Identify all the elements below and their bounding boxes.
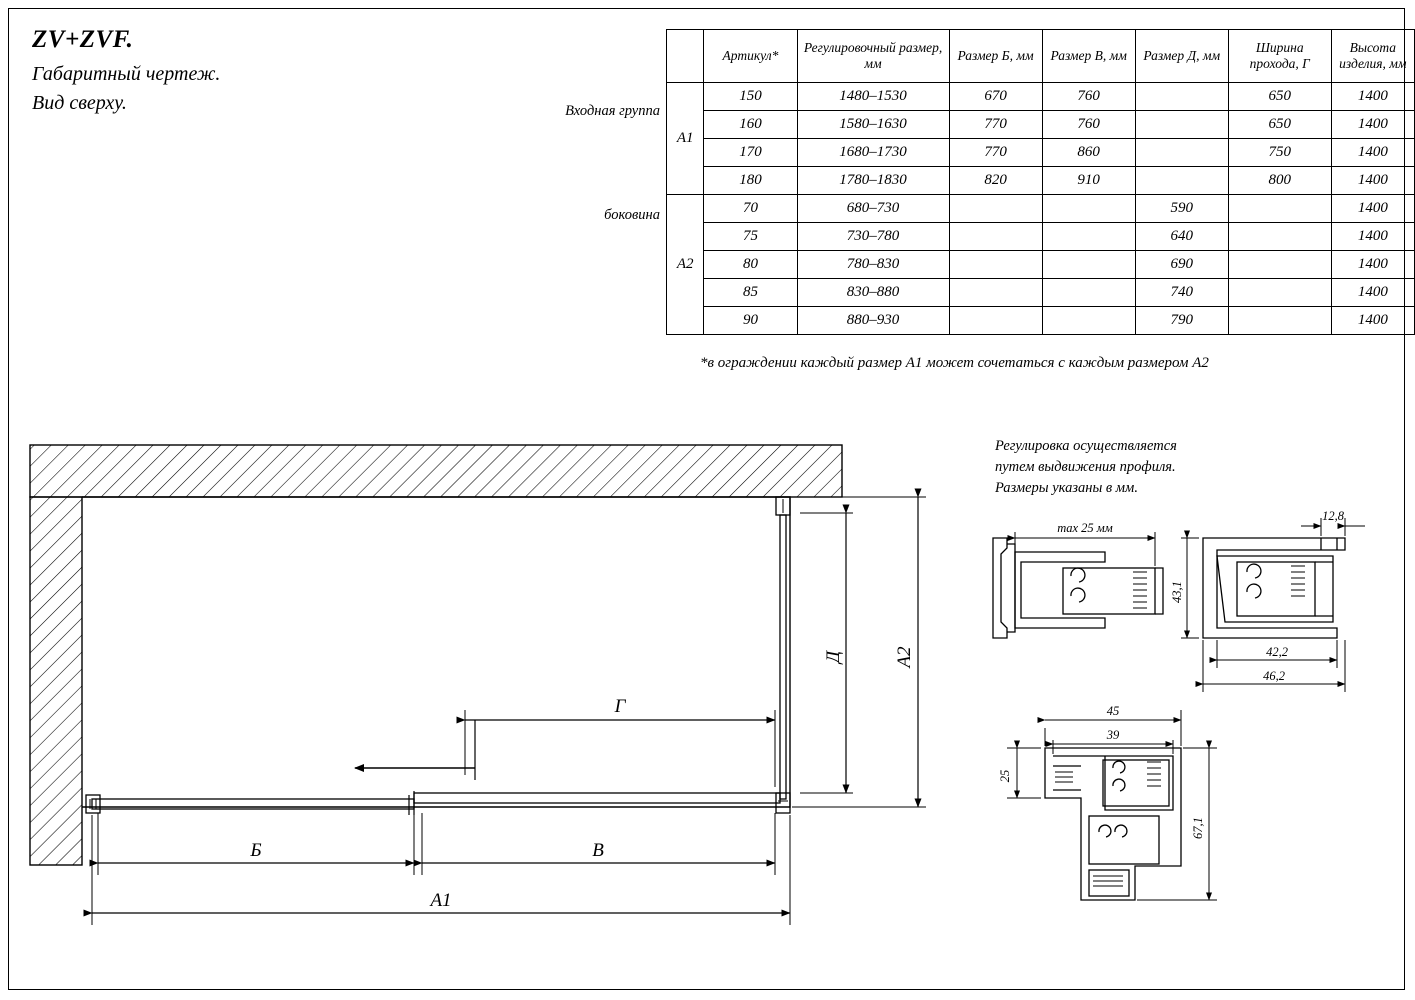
table-footnote: *в ограждении каждый размер А1 может сочетаться с каждым размером А2 — [700, 355, 1209, 371]
header-reg-size: Регулировочный размер, мм — [797, 30, 949, 83]
wall-hatching — [30, 445, 842, 865]
cell-reg: 830–880 — [797, 279, 949, 307]
cell-b: 820 — [949, 167, 1042, 195]
dimension-a2-label: А2 — [894, 646, 915, 668]
cell-d — [1135, 83, 1228, 111]
cell-article: 90 — [704, 307, 797, 335]
cell-reg: 880–930 — [797, 307, 949, 335]
cell-b: 670 — [949, 83, 1042, 111]
table-row — [667, 223, 1415, 251]
cell-reg: 780–830 — [797, 251, 949, 279]
group-code-a1: А1 — [667, 83, 704, 195]
cell-b — [949, 195, 1042, 223]
table-row — [667, 167, 1415, 195]
cell-b — [949, 251, 1042, 279]
dimension-v-label: В — [592, 840, 604, 861]
cell-g — [1228, 195, 1331, 223]
cell-d — [1135, 139, 1228, 167]
corner-outer-label: 45 — [1106, 704, 1120, 718]
page-subtitle-2: Вид сверху. — [32, 91, 127, 114]
cell-h: 1400 — [1331, 139, 1414, 167]
glass-profile-section — [1203, 538, 1345, 638]
cell-b: 770 — [949, 111, 1042, 139]
cell-v: 910 — [1042, 167, 1135, 195]
table-row — [667, 195, 1415, 223]
cell-h: 1400 — [1331, 307, 1414, 335]
cell-d: 690 — [1135, 251, 1228, 279]
front-glass-assembly — [86, 791, 780, 815]
cell-g: 750 — [1228, 139, 1331, 167]
cell-d: 640 — [1135, 223, 1228, 251]
cell-d: 740 — [1135, 279, 1228, 307]
cell-v: 860 — [1042, 139, 1135, 167]
cell-h: 1400 — [1331, 167, 1414, 195]
corner-inner-label: 39 — [1106, 728, 1120, 742]
header-article: Артикул* — [704, 30, 797, 83]
table-header-row — [667, 30, 1415, 83]
cell-reg: 1780–1830 — [797, 167, 949, 195]
table-row — [667, 279, 1415, 307]
adjustment-note-line1: Регулировка осуществляется — [995, 438, 1177, 454]
cell-h: 1400 — [1331, 111, 1414, 139]
cell-reg: 730–780 — [797, 223, 949, 251]
cell-g: 650 — [1228, 111, 1331, 139]
cell-b: 770 — [949, 139, 1042, 167]
glass-profile-width-label: 12,8 — [1322, 510, 1344, 523]
cell-article: 85 — [704, 279, 797, 307]
dimension-a1-label: А1 — [430, 890, 452, 911]
glass-profile-inner-label: 42,2 — [1266, 645, 1288, 659]
cell-v — [1042, 307, 1135, 335]
title-block — [32, 26, 452, 117]
glass-profile-dimensions — [1170, 510, 1365, 692]
cell-v — [1042, 279, 1135, 307]
group-label-entry: Входная группа — [565, 103, 660, 119]
cell-article: 150 — [704, 83, 797, 111]
cell-b — [949, 307, 1042, 335]
table-row — [667, 139, 1415, 167]
header-passage-width: Ширина прохода, Г — [1228, 30, 1331, 83]
cell-reg: 1580–1630 — [797, 111, 949, 139]
cell-b — [949, 223, 1042, 251]
cell-reg: 1480–1530 — [797, 83, 949, 111]
glass-profile-height-label: 43,1 — [1170, 581, 1184, 603]
cell-article: 160 — [704, 111, 797, 139]
cell-v — [1042, 223, 1135, 251]
dimension-d — [800, 513, 853, 793]
cell-v — [1042, 195, 1135, 223]
adjustment-note-line3: Размеры указаны в мм. — [995, 480, 1138, 497]
cell-h: 1400 — [1331, 195, 1414, 223]
dimension-g — [465, 696, 775, 787]
cell-v — [1042, 251, 1135, 279]
cell-reg: 680–730 — [797, 195, 949, 223]
side-panel-glass — [776, 497, 790, 813]
cell-article: 70 — [704, 195, 797, 223]
cell-g: 800 — [1228, 167, 1331, 195]
cell-h: 1400 — [1331, 83, 1414, 111]
wall-profile-dimension — [1015, 521, 1155, 566]
corner-left-label: 25 — [998, 769, 1012, 783]
wall-profile-section — [993, 538, 1163, 638]
table-row — [667, 111, 1415, 139]
cell-d — [1135, 167, 1228, 195]
dimension-b — [98, 813, 414, 875]
dimension-b-label: Б — [250, 840, 262, 861]
cell-v: 760 — [1042, 83, 1135, 111]
spec-table — [666, 29, 1415, 335]
header-size-v: Размер В, мм — [1042, 30, 1135, 83]
cell-h: 1400 — [1331, 251, 1414, 279]
adjustment-note — [995, 436, 1177, 499]
corner-profile-section — [1045, 748, 1181, 900]
cell-article: 80 — [704, 251, 797, 279]
cell-v: 760 — [1042, 111, 1135, 139]
adjustment-note-line2: путем выдвижения профиля. — [995, 459, 1176, 476]
page-title: ZV+ZVF. — [32, 26, 134, 53]
enclosure-outline — [82, 497, 790, 807]
header-size-d: Размер Д, мм — [1135, 30, 1228, 83]
group-code-a2: А2 — [667, 195, 704, 335]
cell-reg: 1680–1730 — [797, 139, 949, 167]
cell-d: 790 — [1135, 307, 1228, 335]
cell-g — [1228, 251, 1331, 279]
plan-view-drawing — [10, 435, 970, 975]
cell-g — [1228, 307, 1331, 335]
dimension-a1 — [92, 815, 790, 925]
cell-d: 590 — [1135, 195, 1228, 223]
dimension-d-label: Д — [823, 650, 844, 664]
profile-details-drawing — [985, 510, 1405, 930]
cell-g — [1228, 223, 1331, 251]
cell-article: 75 — [704, 223, 797, 251]
table-row — [667, 307, 1415, 335]
header-size-b: Размер Б, мм — [949, 30, 1042, 83]
cell-article: 180 — [704, 167, 797, 195]
header-product-height: Высота изделия, мм — [1331, 30, 1414, 83]
header-group — [667, 30, 704, 83]
cell-g: 650 — [1228, 83, 1331, 111]
dimension-a2 — [792, 497, 926, 807]
cell-g — [1228, 279, 1331, 307]
group-label-side: боковина — [604, 207, 660, 223]
dimension-g-label: Г — [614, 696, 626, 717]
cell-d — [1135, 111, 1228, 139]
table-row — [667, 83, 1415, 111]
glass-profile-outer-label: 46,2 — [1263, 669, 1285, 683]
corner-height-label: 67,1 — [1191, 817, 1205, 839]
cell-h: 1400 — [1331, 279, 1414, 307]
dimension-v — [422, 813, 775, 875]
wall-profile-max-label: max 25 мм — [1057, 521, 1113, 535]
cell-b — [949, 279, 1042, 307]
page-subtitle-1: Габаритный чертеж. — [32, 62, 221, 85]
door-opening-arrow — [355, 720, 475, 780]
cell-h: 1400 — [1331, 223, 1414, 251]
cell-article: 170 — [704, 139, 797, 167]
table-row — [667, 251, 1415, 279]
